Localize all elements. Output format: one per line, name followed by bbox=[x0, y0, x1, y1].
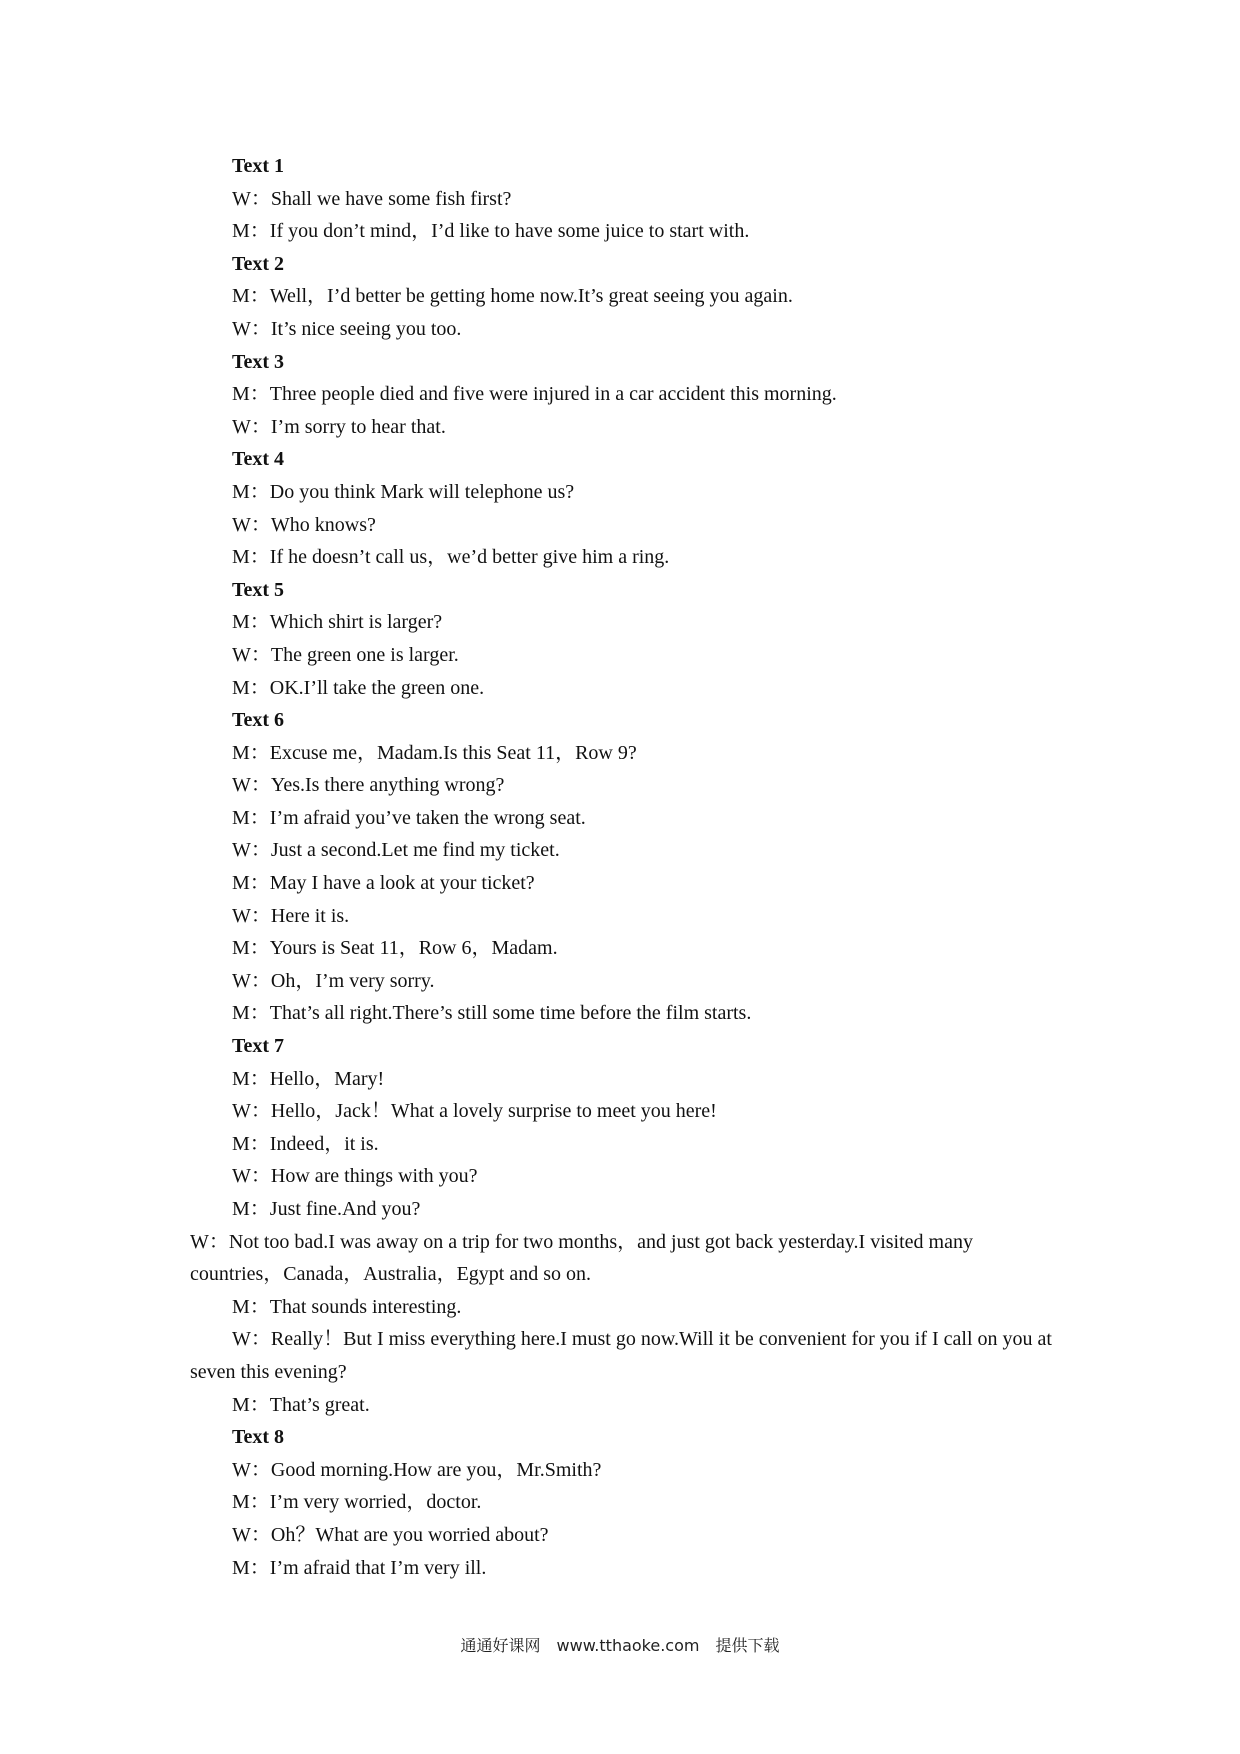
dialogue-line: W：It’s nice seeing you too. bbox=[232, 317, 462, 340]
dialogue-line: M：Excuse me，Madam.Is this Seat 11，Row 9? bbox=[232, 741, 637, 764]
dialogue-line: M：May I have a look at your ticket? bbox=[232, 872, 535, 895]
dialogue-line: M：I’m afraid that I’m very ill. bbox=[232, 1556, 487, 1579]
dialogue-line: M：I’m afraid you’ve taken the wrong seat. bbox=[232, 806, 586, 829]
page-footer: 通通好课网 www.tthaoke.com 提供下载 bbox=[460, 1636, 780, 1655]
text-section-8 bbox=[232, 1421, 1064, 1584]
dialogue-line: W：Yes.Is there anything wrong? bbox=[232, 774, 505, 797]
dialogue-line: M：Well，I’d better be getting home now.It’s great seeing you again. bbox=[232, 285, 793, 308]
section-heading: Text 7 bbox=[232, 1035, 285, 1058]
dialogue-line: W：Shall we have some fish first? bbox=[232, 187, 512, 210]
section-heading: Text 4 bbox=[232, 448, 285, 471]
dialogue-paragraph bbox=[190, 1226, 1064, 1291]
dialogue-line: M：Just fine.And you? bbox=[232, 1198, 421, 1220]
section-heading: Text 2 bbox=[232, 252, 285, 275]
dialogue-line: M：If you don’t mind，I’d like to have some juice to start with. bbox=[232, 220, 750, 243]
dialogue-line: M：If he doesn’t call us，we’d better give him a ring. bbox=[232, 546, 670, 569]
section-heading: Text 3 bbox=[232, 350, 285, 373]
dialogue-line: W：Really！But I miss everything here.I must go now.Will it be convenient for you if I call on you at seven this evening? bbox=[190, 1328, 1052, 1383]
dialogue-line: W：Who knows? bbox=[232, 513, 376, 536]
section-heading: Text 5 bbox=[232, 578, 285, 601]
text-section-1 bbox=[232, 150, 1064, 248]
dialogue-paragraph bbox=[190, 1323, 1064, 1388]
dialogue-line: W：Oh？What are you worried about? bbox=[232, 1523, 549, 1546]
dialogue-line: W：Oh，I’m very sorry. bbox=[232, 969, 435, 992]
text-section-3 bbox=[232, 346, 1064, 444]
dialogue-line: M：That’s great. bbox=[232, 1393, 370, 1416]
text-section-6 bbox=[232, 704, 1064, 1030]
dialogue-line: M：OK.I’ll take the green one. bbox=[232, 676, 485, 699]
dialogue-line: M：Yours is Seat 11，Row 6，Madam. bbox=[232, 937, 558, 960]
dialogue-line: M：That’s all right.There’s still some time before the film starts. bbox=[232, 1002, 752, 1025]
text-section-2 bbox=[232, 248, 1064, 346]
dialogue-line: W：Just a second.Let me find my ticket. bbox=[232, 839, 560, 862]
dialogue-line: W：Not too bad.I was away on a trip for two months，and just got back yesterday.I visited many countries，Canada，Australia，Egypt and so on. bbox=[190, 1230, 973, 1286]
dialogue-line: W：The green one is larger. bbox=[232, 643, 459, 666]
dialogue-line: M：Do you think Mark will telephone us? bbox=[232, 480, 575, 503]
dialogue-line: W：Hello，Jack！What a lovely surprise to meet you here! bbox=[232, 1100, 717, 1123]
dialogue-line: W：How are things with you? bbox=[232, 1165, 478, 1188]
dialogue-line: M：Indeed，it is. bbox=[232, 1132, 379, 1155]
dialogue-line: W：Here it is. bbox=[232, 904, 350, 927]
dialogue-line: M：Which shirt is larger? bbox=[232, 611, 443, 634]
section-heading: Text 1 bbox=[232, 155, 285, 177]
text-section-4 bbox=[232, 443, 1064, 573]
transcript-body bbox=[190, 150, 1064, 1584]
section-heading: Text 6 bbox=[232, 709, 285, 732]
text-section-5 bbox=[232, 574, 1064, 704]
dialogue-line: M：That sounds interesting. bbox=[232, 1295, 462, 1318]
dialogue-line: M：Three people died and five were injured in a car accident this morning. bbox=[232, 383, 837, 406]
dialogue-line: W：Good morning.How are you，Mr.Smith? bbox=[232, 1458, 602, 1481]
dialogue-line: W：I’m sorry to hear that. bbox=[232, 415, 446, 438]
section-heading: Text 8 bbox=[232, 1426, 285, 1449]
dialogue-line: M：I’m very worried，doctor. bbox=[232, 1491, 482, 1514]
dialogue-line: M：Hello，Mary! bbox=[232, 1067, 385, 1090]
text-section-7 bbox=[190, 1030, 1064, 1421]
